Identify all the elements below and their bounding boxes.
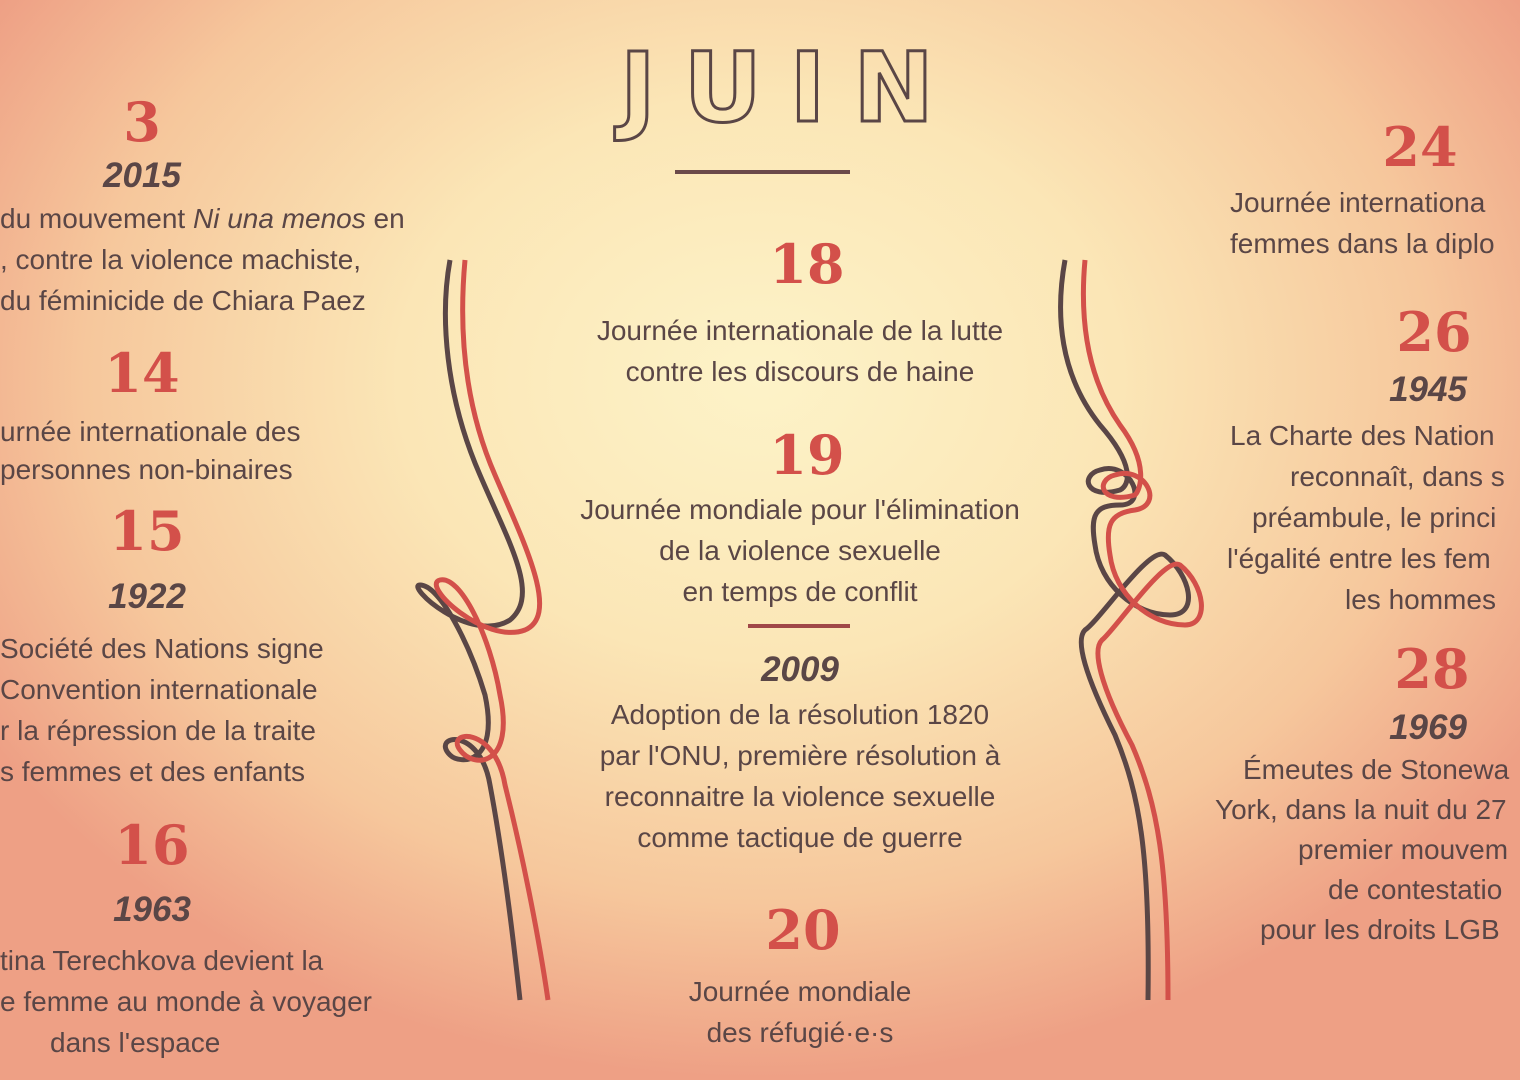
title-underline [675, 170, 850, 174]
ribbon-right-decoration [1040, 255, 1240, 1015]
left-day-3: 3 [123, 90, 161, 154]
page-title: JUIN [620, 32, 962, 144]
left-event-15-text: Société des Nations signe Convention internationale r la répression de la traite s femmes et des enfants [0, 633, 324, 787]
center-day-18: 18 [769, 232, 845, 296]
left-day-15: 15 [109, 499, 185, 563]
right-year-1945: 1945 [1389, 370, 1467, 409]
left-day-16: 16 [114, 813, 190, 877]
left-event-16-text: tina Terechkova devient la e femme au monde à voyager dans l'espace [0, 945, 372, 1058]
right-day-26: 26 [1396, 300, 1472, 364]
right-event-24-text: Journée internationa femmes dans la diplo [1230, 187, 1495, 259]
center-event-2009-text: Adoption de la résolution 1820 par l'ONU, première résolution à reconnaitre la violence sexuelle comme tactique de guerre [599, 699, 1001, 853]
center-day-20: 20 [765, 898, 841, 962]
left-year-1963: 1963 [113, 890, 191, 929]
center-day-19: 19 [769, 423, 845, 487]
center-event-18-text: Journée internationale de la lutte contre les discours de haine [596, 315, 1004, 387]
left-event-3-text: du mouvement Ni una menos en , contre la violence machiste, du féminicide de Chiara Paez [0, 203, 405, 316]
right-event-28-text: Émeutes de Stonewa York, dans la nuit du 27 premier mouvem de contestatio pour les droits LGB [1215, 754, 1510, 945]
right-day-28: 28 [1394, 637, 1470, 701]
center-event-19-text: Journée mondiale pour l'élimination de la violence sexuelle en temps de conflit [580, 494, 1020, 607]
center-year-2009: 2009 [761, 650, 839, 689]
left-day-14: 14 [104, 341, 180, 405]
right-day-24: 24 [1382, 115, 1458, 179]
center-event-20-text: Journée mondiale des réfugié·e·s [688, 976, 912, 1048]
center-divider [748, 624, 850, 628]
left-year-1922: 1922 [108, 577, 186, 616]
left-event-14-text: urnée internationale des personnes non-binaires [0, 416, 301, 485]
left-year-2015: 2015 [103, 156, 181, 195]
right-year-1969: 1969 [1389, 708, 1467, 747]
right-event-26-text: La Charte des Nation reconnaît, dans s préambule, le princi l'égalité entre les fem les hommes [1227, 420, 1505, 615]
